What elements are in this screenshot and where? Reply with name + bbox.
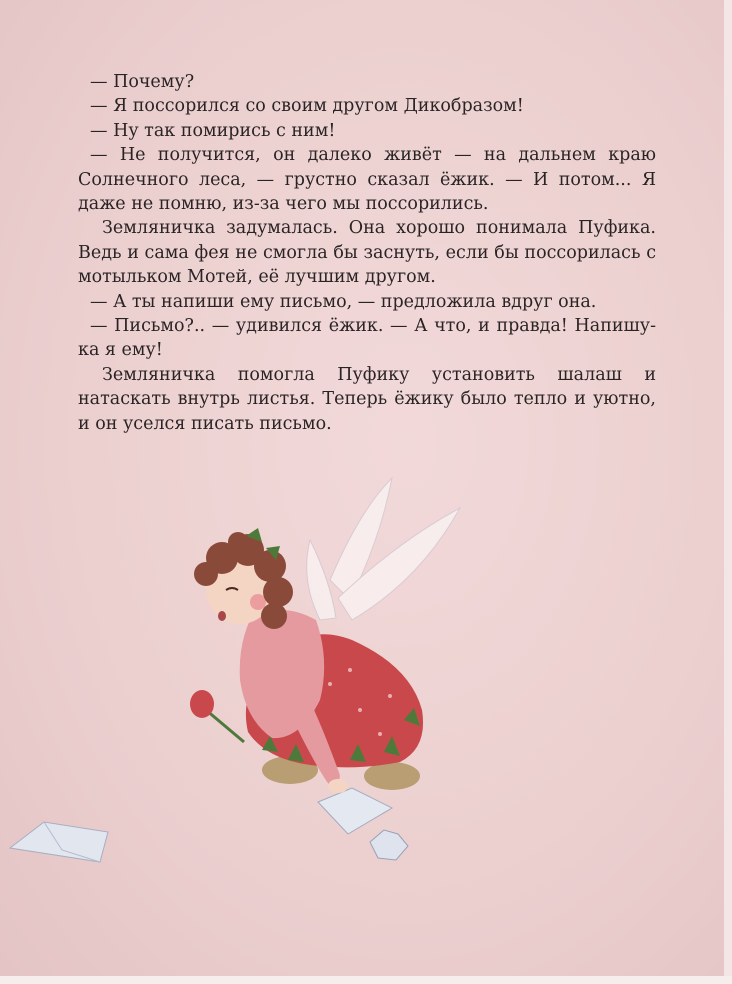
paragraph-1: — Почему? — [90, 72, 195, 92]
paragraph-4: — Не получится, он далеко живёт — на дальнем краю Солнечного леса, — грустно сказал ёжик. — И потом... Я даже не помню, из-за чего мы поссорились. — [78, 145, 656, 215]
fairy-illustration — [0, 470, 732, 890]
fairy-mouth — [218, 611, 226, 621]
page-edge-bottom — [0, 976, 732, 984]
crumpled-paper — [370, 830, 408, 860]
page-edge-right — [724, 0, 732, 984]
fairy-hand — [328, 779, 348, 793]
paragraph-3: — Ну так помирись с ним! — [90, 120, 336, 141]
fairy-cheek — [250, 594, 266, 610]
paragraph-8: Земляничка помогла Пуфику установить шалаш и натаскать внутрь листья. Теперь ёжику было тепло и уютно, и он уселся писать письмо. — [78, 364, 656, 434]
flower-wand-stem — [206, 710, 244, 742]
paragraph-5: Земляничка задумалась. Она хорошо понимала Пуфика. Ведь и сама фея не смогла бы заснуть, если бы поссорилась с мотыльком Мотей, её лучшим другом. — [78, 218, 656, 288]
paragraph-6: — А ты напиши ему письмо, — предложила вдруг она. — [90, 291, 597, 312]
fairy-wings — [307, 478, 460, 620]
paragraph-7: — Письмо?.. — удивился ёжик. — А что, и правда! Напишу-ка я ему! — [78, 316, 656, 361]
letter-on-ground — [318, 788, 392, 834]
paragraph-2: — Я поссорился со своим другом Дикобразом! — [90, 96, 524, 117]
strawberry-flower — [190, 690, 214, 718]
fairy-right-boot — [364, 762, 420, 790]
envelope — [10, 822, 108, 862]
story-text — [78, 70, 656, 436]
